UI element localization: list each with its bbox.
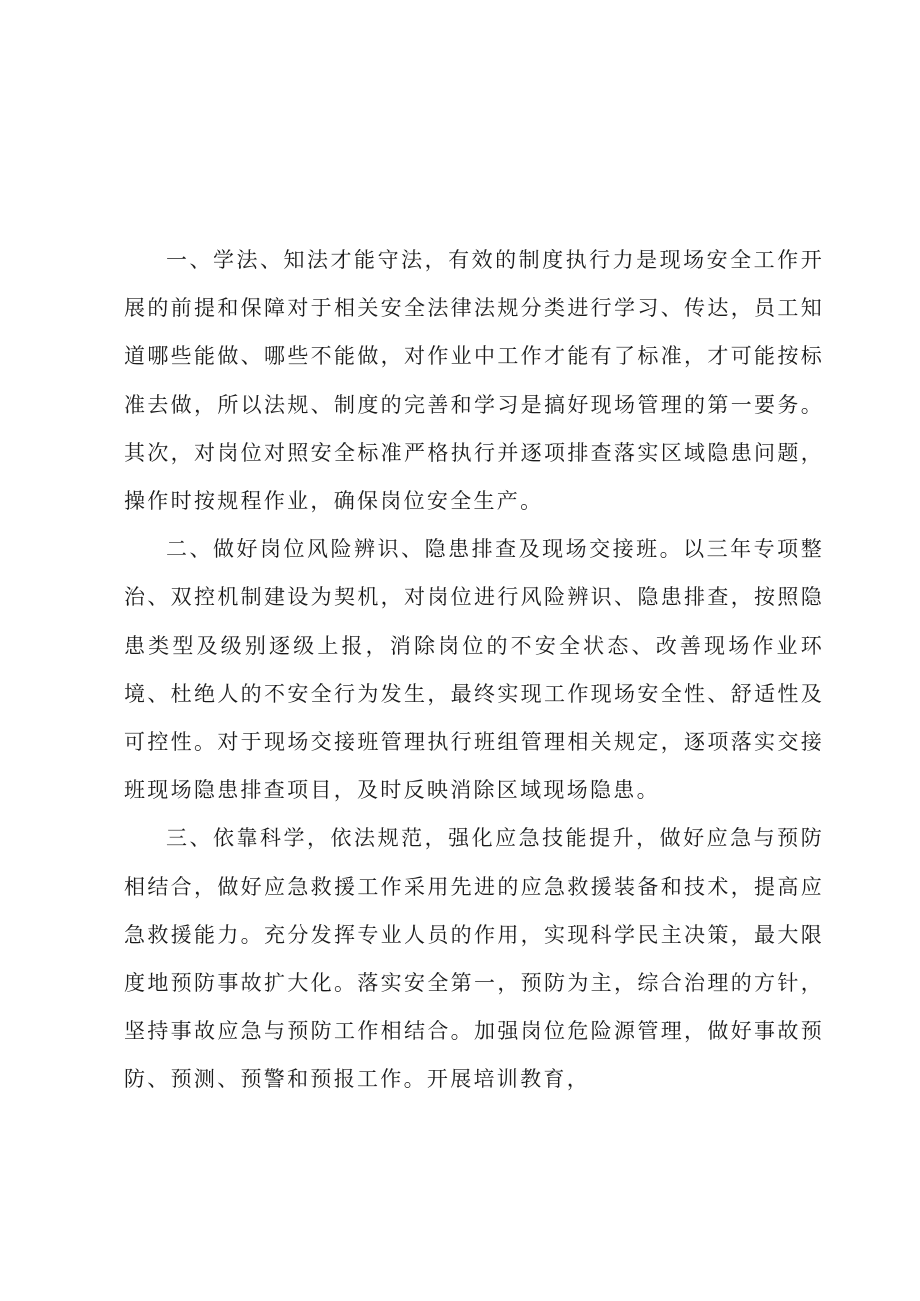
paragraph-1: 一、学法、知法才能守法，有效的制度执行力是现场安全工作开展的前提和保障对于相关安全法律法规分类进行学习、传达，员工知道哪些能做、哪些不能做，对作业中工作才能有了标准，才可能按标准去做，所以法规、制度的完善和学习是搞好现场管理的第一要务。其次，对岗位对照安全标准严格执行并逐项排查落实区域隐患问题，操作时按规程作业，确保岗位安全生产。 [124,248,824,514]
paragraph-2: 二、做好岗位风险辨识、隐患排查及现场交接班。以三年专项整治、双控机制建设为契机，对岗位进行风险辨识、隐患排查，按照隐患类型及级别逐级上报，消除岗位的不安全状态、改善现场作业环境、杜绝人的不安全行为发生，最终实现工作现场安全性、舒适性及可控性。对于现场交接班管理执行班组管理相关规定，逐项落实交接班现场隐患排查项目，及时反映消除区域现场隐患。 [124,537,824,803]
paragraph-3: 三、依靠科学，依法规范，强化应急技能提升，做好应急与预防相结合，做好应急救援工作采用先进的应急救援装备和技术，提高应急救援能力。充分发挥专业人员的作用，实现科学民主决策，最大限度地预防事故扩大化。落实安全第一，预防为主，综合治理的方针，坚持事故应急与预防工作相结合。加强岗位危险源管理，做好事故预防、预测、预警和预报工作。开展培训教育， [124,826,824,1092]
document-body [124,236,824,1104]
